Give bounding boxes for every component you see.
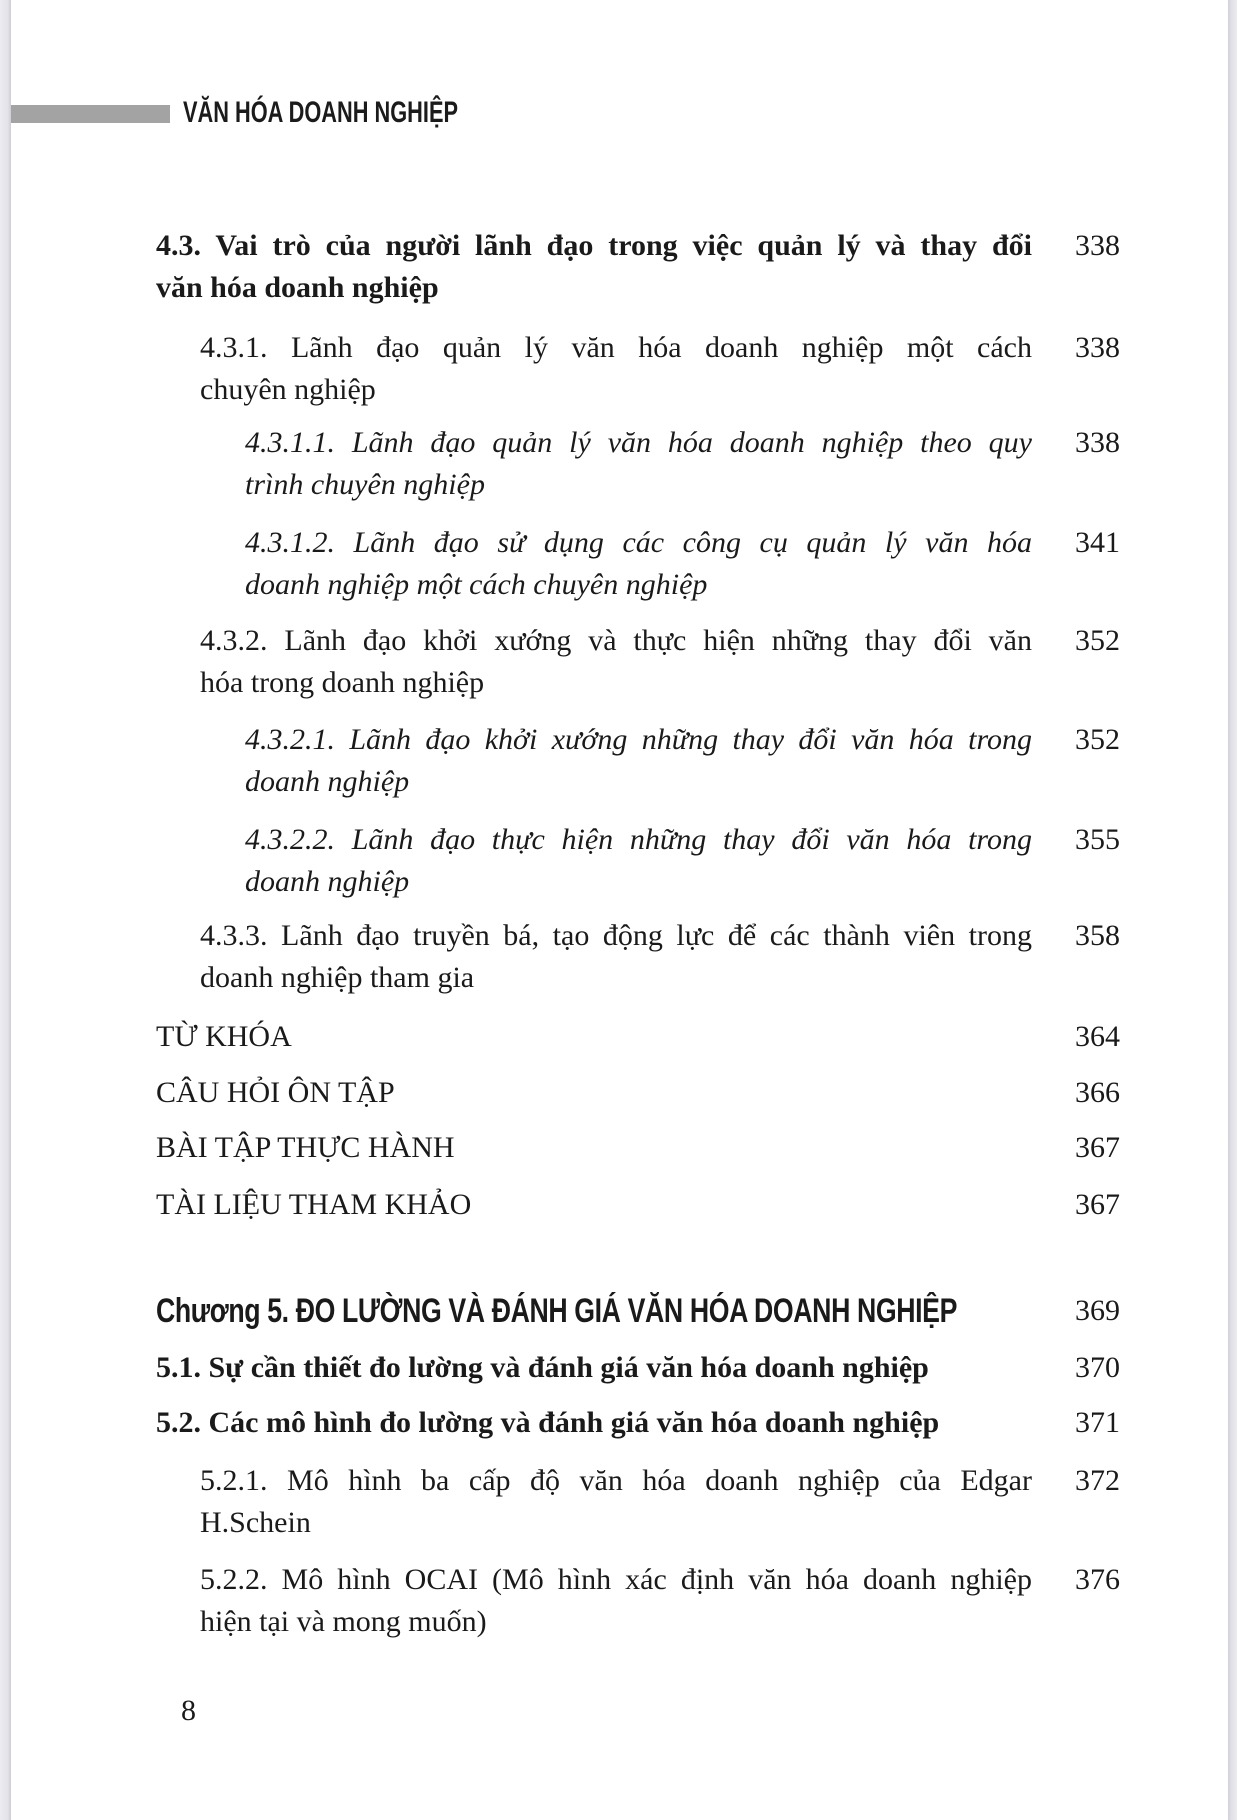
- toc-entry-line: hóa trong doanh nghiệp: [200, 666, 485, 699]
- toc-page-number: 338: [1075, 426, 1120, 459]
- toc-entry-line: 4.3.2.1. Lãnh đạo khởi xướng những thay đổi văn hóa trong: [245, 723, 1032, 756]
- left-page-edge: [0, 0, 11, 1820]
- toc-entry-line: 4.3. Vai trò của người lãnh đạo trong việc quản lý và thay đổi: [156, 229, 1032, 262]
- toc-entry-title: [156, 1402, 1032, 1444]
- toc-entry-title: [200, 1460, 1032, 1544]
- toc-entry-title: [156, 1072, 1032, 1114]
- toc-entry-line: 4.3.2.2. Lãnh đạo thực hiện những thay đổi văn hóa trong: [245, 823, 1032, 856]
- toc-page-number: 366: [1075, 1076, 1120, 1109]
- toc-page-number: 338: [1075, 229, 1120, 262]
- toc-page-number: 370: [1075, 1351, 1120, 1384]
- toc-page-number: 367: [1075, 1188, 1120, 1221]
- toc-entry-line: doanh nghiệp: [245, 865, 410, 898]
- toc-entry-title: [156, 1347, 1032, 1389]
- toc-entry-title: [156, 225, 1032, 309]
- toc-page-number: 371: [1075, 1406, 1120, 1439]
- toc-entry-title: [156, 1290, 1032, 1332]
- toc-entry-line: doanh nghiệp một cách chuyên nghiệp: [245, 568, 708, 601]
- toc-entry-line: 4.3.1.2. Lãnh đạo sử dụng các công cụ quản lý văn hóa: [245, 526, 1032, 559]
- toc-entry-title: [200, 620, 1032, 704]
- toc-page-number: 372: [1075, 1464, 1120, 1497]
- toc-page-number: 369: [1075, 1294, 1120, 1327]
- toc-entry-line: 5.2.2. Mô hình OCAI (Mô hình xác định văn hóa doanh nghiệp: [200, 1563, 1032, 1596]
- toc-page-number: 364: [1075, 1020, 1120, 1053]
- toc-entry-line: 4.3.1.1. Lãnh đạo quản lý văn hóa doanh nghiệp theo quy: [245, 426, 1032, 459]
- toc-entry-title: [245, 819, 1032, 903]
- toc-entry-line: 4.3.3. Lãnh đạo truyền bá, tạo động lực để các thành viên trong: [200, 919, 1032, 952]
- toc-entry-line: BÀI TẬP THỰC HÀNH: [156, 1131, 455, 1164]
- toc-entry-title: [156, 1016, 1032, 1058]
- toc-page-number: 376: [1075, 1563, 1120, 1596]
- toc-entry-line: chuyên nghiệp: [200, 373, 376, 406]
- toc-entry-line: Chương 5. ĐO LƯỜNG VÀ ĐÁNH GIÁ VĂN HÓA DOANH NGHIỆP: [156, 1292, 957, 1330]
- toc-entry-title: [245, 522, 1032, 606]
- toc-entry-line: hiện tại và mong muốn): [200, 1605, 487, 1638]
- right-page-edge: [1228, 0, 1237, 1820]
- toc-entry-line: 4.3.1. Lãnh đạo quản lý văn hóa doanh nghiệp một cách: [200, 331, 1032, 364]
- page-number: 8: [181, 1694, 196, 1727]
- toc-page-number: 338: [1075, 331, 1120, 364]
- toc-page-number: 352: [1075, 624, 1120, 657]
- toc-page-number: 341: [1075, 526, 1120, 559]
- toc-entry-line: doanh nghiệp: [245, 765, 410, 798]
- toc-entry-line: trình chuyên nghiệp: [245, 468, 485, 501]
- toc-entry-title: [245, 719, 1032, 803]
- toc-entry-title: [156, 1184, 1032, 1226]
- toc-entry-line: TỪ KHÓA: [156, 1020, 292, 1053]
- toc-entry-line: TÀI LIỆU THAM KHẢO: [156, 1188, 472, 1221]
- toc-entry-line: 5.2.1. Mô hình ba cấp độ văn hóa doanh nghiệp của Edgar: [200, 1464, 1032, 1497]
- toc-entry-line: 5.1. Sự cần thiết đo lường và đánh giá văn hóa doanh nghiệp: [156, 1351, 929, 1384]
- toc-page-number: 367: [1075, 1131, 1120, 1164]
- toc-entry-title: [245, 422, 1032, 506]
- toc-page-number: 355: [1075, 823, 1120, 856]
- toc-entry-title: [200, 327, 1032, 411]
- toc-entry-line: CÂU HỎI ÔN TẬP: [156, 1076, 395, 1109]
- toc-entry-title: [156, 1127, 1032, 1169]
- toc-entry-line: 5.2. Các mô hình đo lường và đánh giá văn hóa doanh nghiệp: [156, 1406, 940, 1439]
- toc-entry-title: [200, 915, 1032, 999]
- toc-entry-line: 4.3.2. Lãnh đạo khởi xướng và thực hiện những thay đổi văn: [200, 624, 1032, 657]
- toc-page-number: 352: [1075, 723, 1120, 756]
- toc-page-number: 358: [1075, 919, 1120, 952]
- running-header-bar: [11, 105, 170, 123]
- toc-entry-line: H.Schein: [200, 1506, 311, 1539]
- toc-entry-title: [200, 1559, 1032, 1643]
- toc-entry-line: doanh nghiệp tham gia: [200, 961, 475, 994]
- running-header-title: VĂN HÓA DOANH NGHIỆP: [183, 96, 458, 129]
- toc-entry-line: văn hóa doanh nghiệp: [156, 271, 439, 304]
